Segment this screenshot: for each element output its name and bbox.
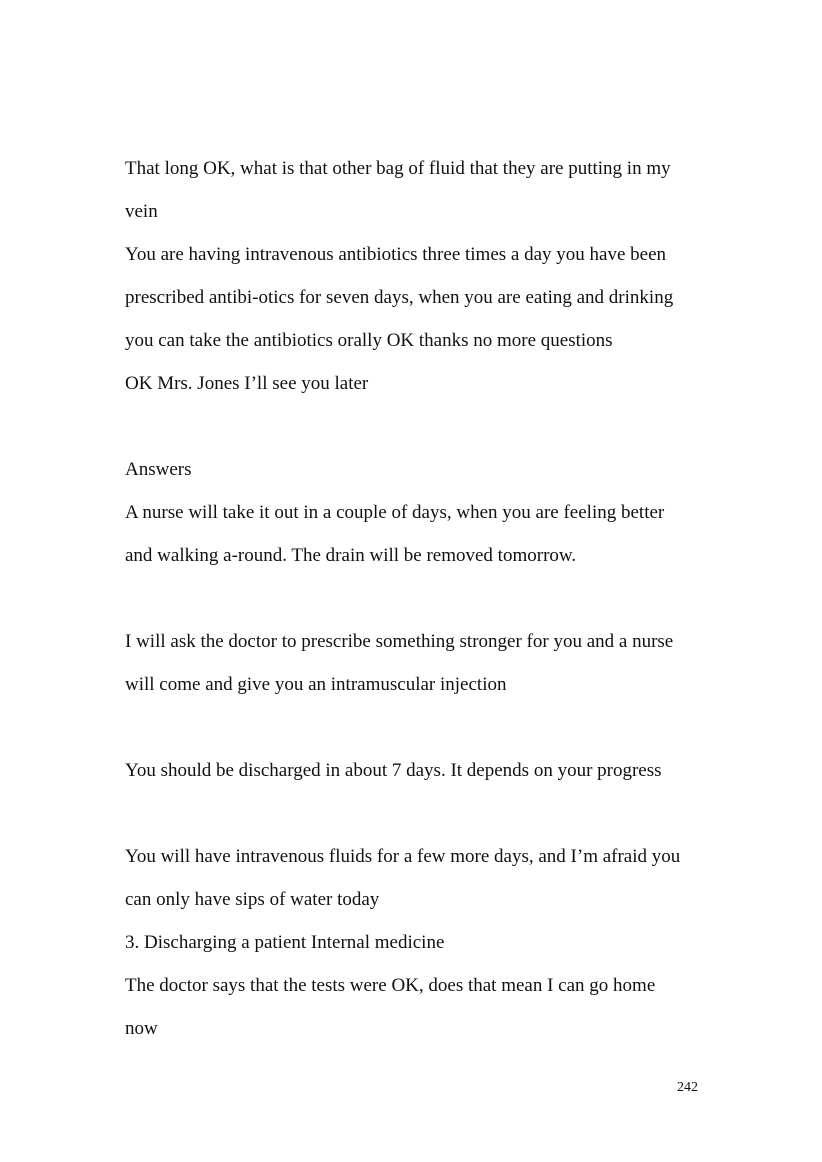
- text-line: vein: [125, 201, 158, 222]
- text-line: A nurse will take it out in a couple of days, when you are feeling better: [125, 502, 665, 523]
- body-text: [125, 147, 725, 1050]
- text-line: prescribed antibi-otics for seven days, when you are eating and drinking: [125, 287, 674, 308]
- text-line: I will ask the doctor to prescribe something stronger for you and a nurse: [125, 631, 674, 652]
- blank-line: [125, 792, 725, 835]
- text-line: You should be discharged in about 7 days. It depends on your progress: [125, 760, 662, 781]
- text-line: will come and give you an intramuscular injection: [125, 674, 507, 695]
- text-line: can only have sips of water today: [125, 889, 380, 910]
- blank-line: [125, 405, 725, 448]
- text-line: The doctor says that the tests were OK, does that mean I can go home: [125, 975, 656, 996]
- text-line: You will have intravenous fluids for a few more days, and I’m afraid you: [125, 846, 681, 867]
- section-heading: 3. Discharging a patient Internal medicine: [125, 932, 445, 953]
- text-line: now: [125, 1018, 158, 1039]
- blank-line: [125, 577, 725, 620]
- text-line: and walking a-round. The drain will be removed tomorrow.: [125, 545, 577, 566]
- page-number: 242: [677, 1080, 698, 1095]
- text-line: That long OK, what is that other bag of fluid that they are putting in my: [125, 158, 671, 179]
- text-line: You are having intravenous antibiotics three times a day you have been: [125, 244, 667, 265]
- text-line: you can take the antibiotics orally OK thanks no more questions: [125, 330, 613, 351]
- text-line: OK Mrs. Jones I’ll see you later: [125, 373, 369, 394]
- section-heading: Answers: [125, 459, 192, 480]
- blank-line: [125, 706, 725, 749]
